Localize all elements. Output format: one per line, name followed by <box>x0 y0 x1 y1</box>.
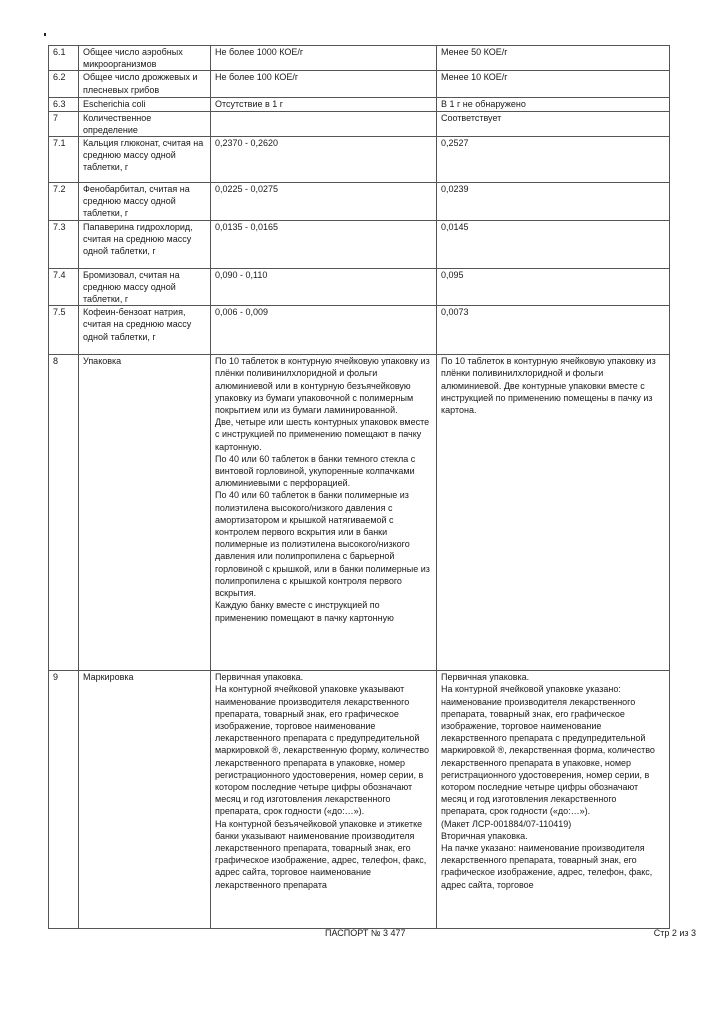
norm-value: Первичная упаковка. На контурной ячейковой упаковке указывают наименование производителя лекарственного препарата, товарный знак, его графическое изображение, торговое наименование лекарственного препарата с предупредительной маркировкой ®, лекарственную форму, количество лекарственного препарата в упаковке, номер регистрационного удостоверения, номер серии, в котором последние четыре цифры обозначают месяц и год изготовления лекарственного препарата, срок годности («до:…»). На контурной безъячейковой упаковке и этикетке банки указывают наименование производителя лекарственного препарата, товарный знак, его графическое изображение, адрес, телефон, факс, адрес сайта, торговое наименование лекарственного препарата <box>211 671 437 929</box>
table-row <box>49 355 670 671</box>
result-value: 0,0073 <box>437 306 670 355</box>
indicator-name: Кальция глюконат, считая на среднюю массу одной таблетки, г <box>79 137 211 183</box>
row-number: 6.3 <box>49 98 79 111</box>
table-row <box>49 98 670 111</box>
table-row <box>49 111 670 136</box>
indicator-name: Фенобарбитал, считая на среднюю массу одной таблетки, г <box>79 183 211 221</box>
indicator-name: Упаковка <box>79 355 211 671</box>
table-row <box>49 671 670 929</box>
result-value: Менее 50 КОЕ/г <box>437 46 670 71</box>
row-number: 7.2 <box>49 183 79 221</box>
indicator-name: Маркировка <box>79 671 211 929</box>
result-value: По 10 таблеток в контурную ячейковую упаковку из плёнки поливинилхлоридной и фольги алюминиевой. Две контурные упаковки вместе с инструкцией по применению помещены в пачку из картона. <box>437 355 670 671</box>
indicator-name: Общее число аэробных микроорганизмов <box>79 46 211 71</box>
table-row <box>49 137 670 183</box>
row-number: 9 <box>49 671 79 929</box>
norm-value: 0,0225 - 0,0275 <box>211 183 437 221</box>
norm-value: Отсутствие в 1 г <box>211 98 437 111</box>
table-row <box>49 306 670 355</box>
result-value: 0,0145 <box>437 220 670 268</box>
row-number: 7.3 <box>49 220 79 268</box>
row-number: 6.1 <box>49 46 79 71</box>
table-row <box>49 71 670 98</box>
row-number: 7 <box>49 111 79 136</box>
result-value: Первичная упаковка. На контурной ячейковой упаковке указано: наименование производителя лекарственного препарата, товарный знак, его графическое изображение, торговое наименование лекарственного препарата с предупредительной маркировкой ®, лекарственная форма, количество лекарственного препарата в упаковке, номер регистрационного удостоверения, номер серии, в котором последние четыре цифры обозначают месяц и год изготовления лекарственного препарата, срок годности («до:…»). (Макет ЛСР-001884/07-110419) Вторичная упаковка. На пачке указано: наименование производителя лекарственного препарата, товарный знак, его графическое изображение, адрес, телефон, факс, адрес сайта, торговое <box>437 671 670 929</box>
specification-table <box>48 45 670 929</box>
row-number: 7.5 <box>49 306 79 355</box>
norm-value: По 10 таблеток в контурную ячейковую упаковку из плёнки поливинилхлоридной и фольги алюминиевой или в контурную безъячейковую упаковку из бумаги упаковочной с полимерным покрытием или из бумаги ламинированной. Две, четыре или шесть контурных упаковок вместе с инструкцией по применению помещают в пачку картонную. По 40 или 60 таблеток в банки темного стекла с винтовой горловиной, укупоренные колпачками алюминиевыми с перфорацией. По 40 или 60 таблеток в банки полимерные из полиэтилена высокого/низкого давления с амортизатором и крышкой натягиваемой с контролем первого вскрытия или в банки полимерные из полиэтилена высокого/низкого давления или полипропилена с барьерной горловиной с крышкой, или в банки полимерные из полипропилена с крышкой контроля первого вскрытия. Каждую банку вместе с инструкцией по применению помещают в пачку картонную <box>211 355 437 671</box>
indicator-name: Escherichia coli <box>79 98 211 111</box>
row-number: 7.1 <box>49 137 79 183</box>
page-number: Стр 2 из 3 <box>653 928 696 938</box>
norm-value: 0,2370 - 0,2620 <box>211 137 437 183</box>
result-value: В 1 г не обнаружено <box>437 98 670 111</box>
scan-speck <box>44 33 46 36</box>
norm-value: 0,006 - 0,009 <box>211 306 437 355</box>
norm-value: 0,090 - 0,110 <box>211 268 437 306</box>
row-number: 7.4 <box>49 268 79 306</box>
indicator-name: Папаверина гидрохлорид, считая на среднюю массу одной таблетки, г <box>79 220 211 268</box>
result-value: Менее 10 КОЕ/г <box>437 71 670 98</box>
table-row <box>49 268 670 306</box>
norm-value: Не более 1000 КОЕ/г <box>211 46 437 71</box>
norm-value <box>211 111 437 136</box>
result-value: 0,2527 <box>437 137 670 183</box>
norm-value: 0,0135 - 0,0165 <box>211 220 437 268</box>
table-row <box>49 46 670 71</box>
result-value: 0,095 <box>437 268 670 306</box>
row-number: 8 <box>49 355 79 671</box>
indicator-name: Общее число дрожжевых и плесневых грибов <box>79 71 211 98</box>
indicator-name: Количественное определение <box>79 111 211 136</box>
result-value: Соответствует <box>437 111 670 136</box>
table-row <box>49 220 670 268</box>
passport-number: ПАСПОРТ № 3 477 <box>325 928 406 938</box>
indicator-name: Кофеин-бензоат натрия, считая на среднюю массу одной таблетки, г <box>79 306 211 355</box>
norm-value: Не более 100 КОЕ/г <box>211 71 437 98</box>
result-value: 0,0239 <box>437 183 670 221</box>
row-number: 6.2 <box>49 71 79 98</box>
indicator-name: Бромизовал, считая на среднюю массу одной таблетки, г <box>79 268 211 306</box>
table-row <box>49 183 670 221</box>
